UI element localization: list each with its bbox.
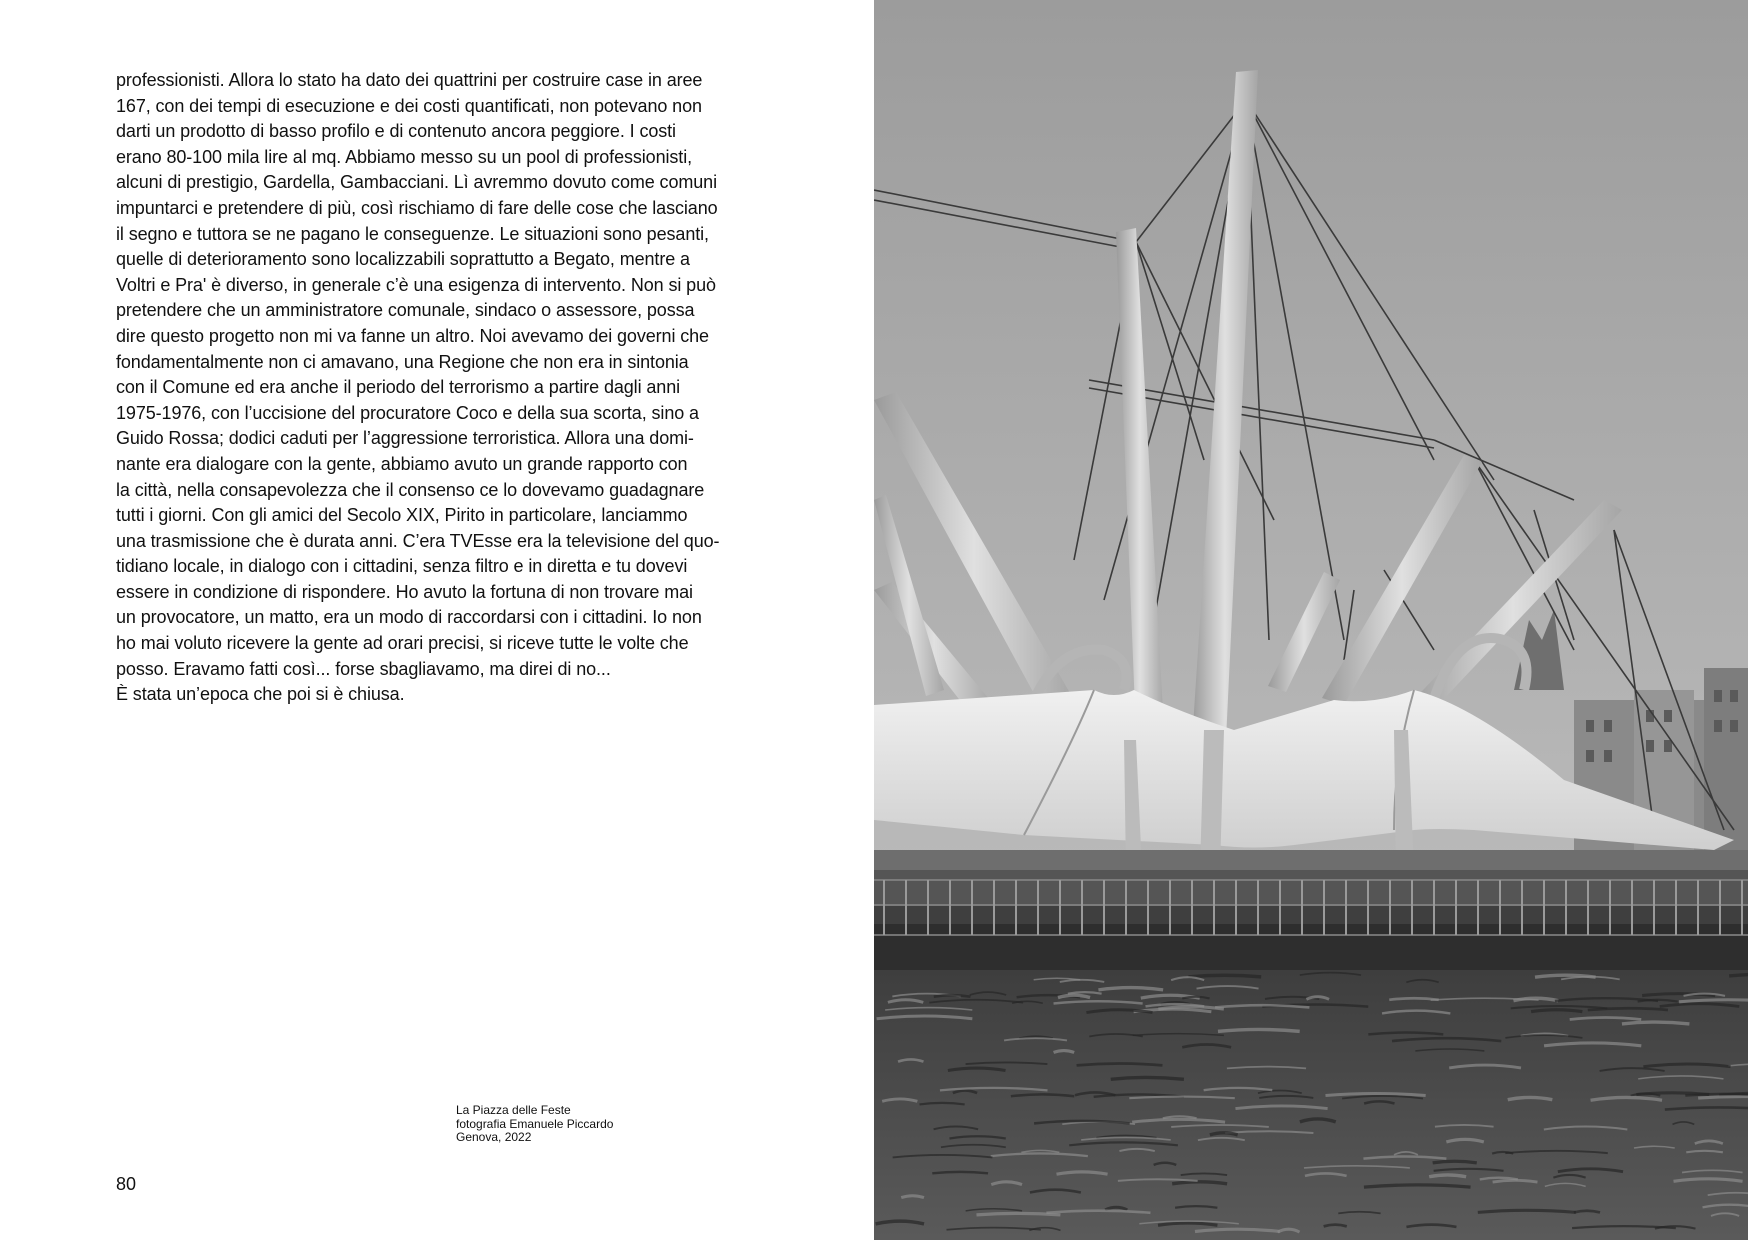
caption-title: La Piazza delle Feste bbox=[456, 1103, 571, 1117]
harbor-water bbox=[874, 970, 1748, 1240]
text-line: un provocatore, un matto, era un modo di raccordarsi con i cittadini. Io non bbox=[116, 607, 702, 628]
text-line: essere in condizione di rispondere. Ho avuto la fortuna di non trovare mai bbox=[116, 581, 693, 602]
text-line: fondamentalmente non ci amavano, una Regione che non era in sintonia bbox=[116, 351, 689, 372]
text-line: darti un prodotto di basso profilo e di contenuto ancora peggiore. I costi bbox=[116, 121, 676, 142]
text-line: erano 80-100 mila lire al mq. Abbiamo messo su un pool di professionisti, bbox=[116, 146, 693, 167]
text-line: professionisti. Allora lo stato ha dato dei quattrini per costruire case in aree bbox=[116, 70, 703, 90]
text-line: È stata un’epoca che poi si è chiusa. bbox=[116, 684, 405, 705]
text-line: 167, con dei tempi di esecuzione e dei costi quantificati, non potevano non bbox=[116, 95, 702, 116]
text-line: tutti i giorni. Con gli amici del Secolo XIX, Pirito in particolare, lanciammo bbox=[116, 505, 688, 526]
text-line: Guido Rossa; dodici caduti per l’aggressione terroristica. Allora una domi- bbox=[116, 428, 694, 449]
pier-platform bbox=[874, 850, 1748, 970]
text-line: 1975-1976, con l’uccisione del procuratore Coco e della sua scorta, sino a bbox=[116, 402, 699, 423]
text-line: con il Comune ed era anche il periodo del terrorismo a partire dagli anni bbox=[116, 377, 681, 398]
text-line: alcuni di prestigio, Gardella, Gambacciani. Lì avremmo dovuto come comuni bbox=[116, 172, 717, 193]
body-text bbox=[116, 68, 764, 708]
text-line: impuntarci e pretendere di più, così rischiamo di fare delle cose che lasciano bbox=[116, 197, 718, 218]
caption-place-date: Genova, 2022 bbox=[456, 1130, 532, 1144]
text-line: quelle di deterioramento sono localizzabili soprattutto a Begato, mentre a bbox=[116, 249, 690, 270]
text-line: una trasmissione che è durata anni. C’era TVEsse era la televisione del quo- bbox=[116, 530, 720, 551]
text-line: Voltri e Pra' è diverso, in generale c’è una esigenza di intervento. Non si può bbox=[116, 274, 716, 295]
text-line: pretendere che un amministratore comunale, sindaco o assessore, possa bbox=[116, 300, 695, 321]
text-line: dire questo progetto non mi va fanne un altro. Noi avevamo dei governi che bbox=[116, 325, 709, 346]
text-line: tidiano locale, in dialogo con i cittadini, senza filtro e in diretta e tu dovevi bbox=[116, 556, 688, 577]
text-line: il segno e tuttora se ne pagano le conseguenze. Le situazioni sono pesanti, bbox=[116, 223, 709, 244]
text-line: la città, nella consapevolezza che il consenso ce lo dovevamo guadagnare bbox=[116, 479, 705, 500]
photograph bbox=[874, 0, 1748, 1240]
text-line: posso. Eravamo fatti così... forse sbagliavamo, ma direi di no... bbox=[116, 658, 611, 679]
photo-caption bbox=[456, 1104, 613, 1145]
harbor-structure-image bbox=[874, 0, 1748, 1240]
caption-credit: fotografia Emanuele Piccardo bbox=[456, 1116, 614, 1131]
text-line: nante era dialogare con la gente, abbiamo avuto un grande rapporto con bbox=[116, 453, 688, 474]
page-number: 80 bbox=[116, 1174, 137, 1194]
text-line: ho mai voluto ricevere la gente ad orari precisi, si riceve tutte le volte che bbox=[116, 633, 689, 654]
